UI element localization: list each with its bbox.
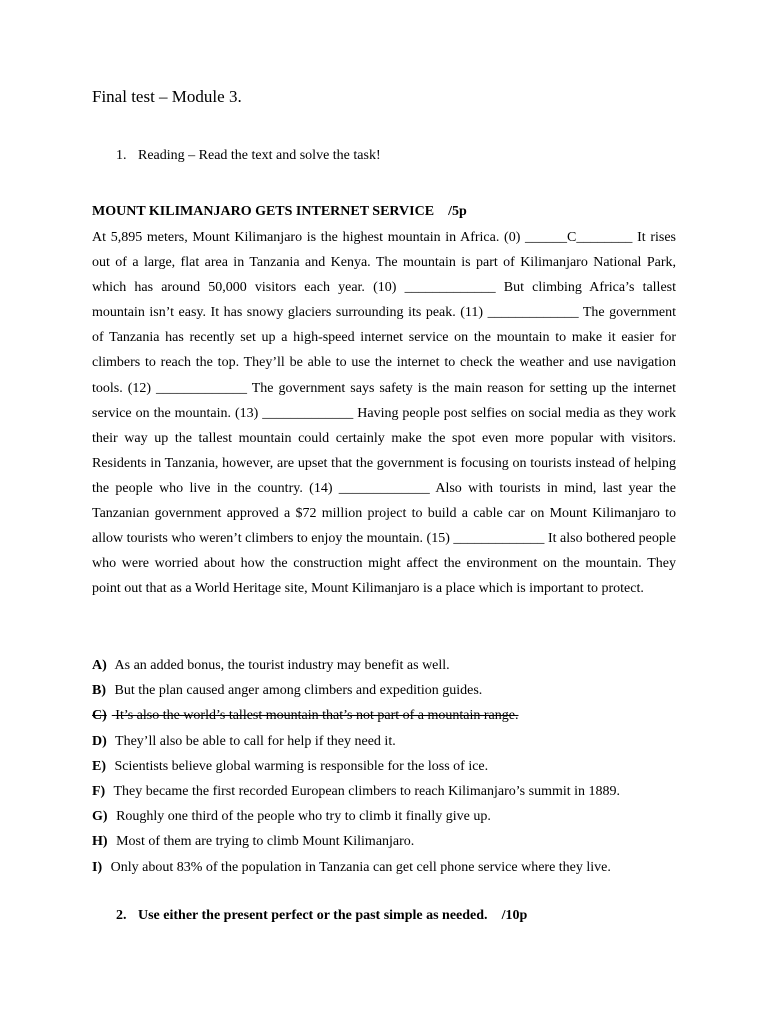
option-letter: F) bbox=[92, 784, 106, 800]
option-i bbox=[92, 855, 692, 880]
task-1-text: Reading – Read the text and solve the task! bbox=[138, 148, 381, 163]
article-heading bbox=[92, 203, 467, 221]
option-letter: B) bbox=[92, 683, 106, 699]
option-letter: I) bbox=[92, 859, 103, 875]
option-b bbox=[92, 678, 692, 703]
option-letter: H) bbox=[92, 834, 108, 850]
option-d bbox=[92, 729, 692, 754]
option-letter: E) bbox=[92, 758, 106, 774]
document-title: Final test – Module 3. bbox=[92, 87, 242, 106]
option-text: They’ll also be able to call for help if they need it. bbox=[115, 733, 396, 749]
option-c-struck bbox=[92, 703, 692, 728]
option-f bbox=[92, 779, 692, 804]
task-2-instruction bbox=[116, 907, 527, 925]
option-text: Scientists believe global warming is responsible for the loss of ice. bbox=[114, 758, 489, 774]
option-text: Roughly one third of the people who try to climb it finally give up. bbox=[116, 809, 491, 825]
answer-options-list bbox=[92, 653, 692, 880]
task-1-number: 1. bbox=[116, 148, 127, 163]
option-h bbox=[92, 829, 692, 854]
task-2-number: 2. bbox=[116, 908, 127, 923]
option-text: As an added bonus, the tourist industry may benefit as well. bbox=[114, 658, 450, 673]
task-1-instruction bbox=[116, 147, 381, 165]
option-e bbox=[92, 754, 692, 779]
article-title: MOUNT KILIMANJARO GETS INTERNET SERVICE bbox=[92, 204, 435, 219]
option-letter: A) bbox=[92, 658, 107, 673]
option-a bbox=[92, 653, 692, 678]
article-points: /5p bbox=[448, 204, 467, 219]
task-2-text: Use either the present perfect or the past simple as needed. bbox=[138, 908, 488, 923]
option-letter: C) bbox=[92, 708, 107, 724]
option-text: But the plan caused anger among climbers and expedition guides. bbox=[114, 683, 483, 699]
option-text: It’s also the world’s tallest mountain that’s not part of a mountain range. bbox=[115, 708, 519, 724]
task-2-points: /10p bbox=[501, 908, 528, 923]
option-letter: G) bbox=[92, 809, 108, 825]
option-text: Only about 83% of the population in Tanzania can get cell phone service where they live. bbox=[110, 859, 611, 875]
option-text: Most of them are trying to climb Mount Kilimanjaro. bbox=[116, 834, 415, 850]
option-letter: D) bbox=[92, 733, 107, 749]
option-g bbox=[92, 804, 692, 829]
option-text: They became the first recorded European climbers to reach Kilimanjaro’s summit in 1889. bbox=[113, 784, 621, 800]
article-body: At 5,895 meters, Mount Kilimanjaro is the highest mountain in Africa. (0) ______C________ It rises out of a large, flat area in Tanzania and Kenya. The mountain is part of Kilimanjaro National Park, which has around 50,000 visitors each year. (10) _____________ But climbing Africa’s tallest mountain isn’t easy. It has snowy glaciers surrounding its peak. (11) _____________ The government of Tanzania has recently set up a high-speed internet service on the mountain to make it easier for climbers to reach the top. They’ll be able to use the internet to check the weather and use navigation tools. (12) _____________ The government says safety is the main reason for setting up the internet service on the mountain. (13) _____________ Having people post selfies on social media as they work their way up the tallest mountain could certainly make the spot even more popular with visitors. Residents in Tanzania, however, are upset that the government is focusing on tourists instead of helping the people who live in the country. (14) _____________ Also with tourists in mind, last year the Tanzanian government approved a $72 million project to build a cable car on Mount Kilimanjaro to allow tourists who weren’t climbers to enjoy the mountain. (15) _____________ It also bothered people who were worried about how the construction might affect the environment on the mountain. They point out that as a World Heritage site, Mount Kilimanjaro is a place which is important to protect. bbox=[92, 230, 676, 597]
